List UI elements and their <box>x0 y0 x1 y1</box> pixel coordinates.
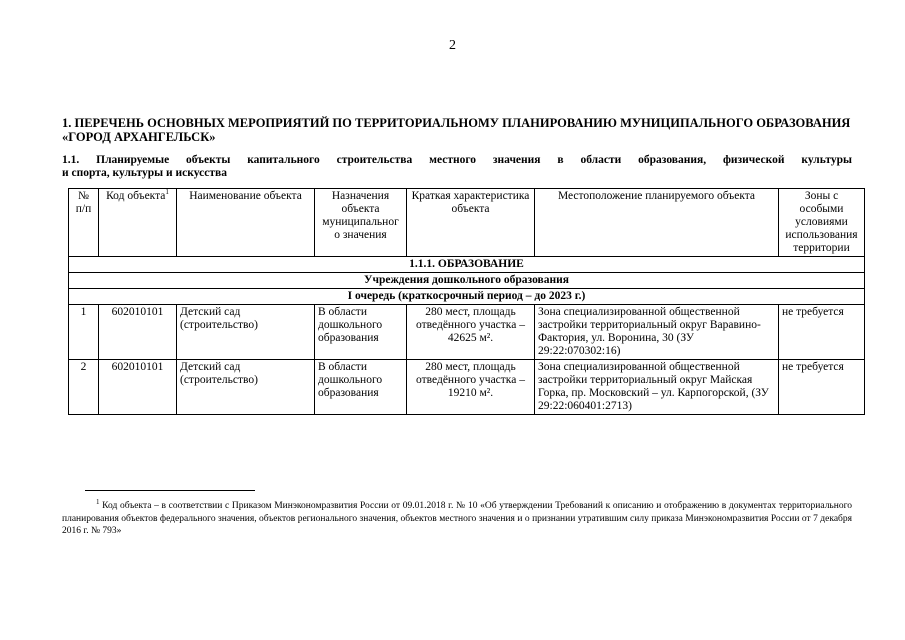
header-purpose: Назначения объекта муниципальног о значения <box>315 189 407 257</box>
cell-code: 602010101 <box>99 305 177 360</box>
footnote <box>62 497 853 538</box>
planned-objects-table <box>68 188 865 415</box>
footnote-separator <box>85 490 255 491</box>
header-number: № п/п <box>69 189 99 257</box>
cell-number: 1 <box>69 305 99 360</box>
header-characteristics: Краткая характеристика объекта <box>407 189 535 257</box>
header-zones: Зоны с особыми условиями использования территории <box>779 189 865 257</box>
cell-purpose: В области дошкольного образования <box>315 360 407 415</box>
page-number: 2 <box>449 38 456 53</box>
table-row <box>69 360 865 415</box>
section-title: 1.1.1. ОБРАЗОВАНИЕ <box>69 257 865 273</box>
phase-row <box>69 289 865 305</box>
cell-name: Детский сад (строительство) <box>177 360 315 415</box>
cell-zones: не требуется <box>779 360 865 415</box>
cell-characteristics: 280 мест, площадь отведённого участка –42625 м². <box>407 305 535 360</box>
footnote-text: Код объекта – в соответствии с Приказом Минэкономразвития России от 09.01.2018 г. № 10 «Об утверждении Требований к описанию и отображению в документах территориального планирования объектов федерального значения, объектов регионального значения, объектов местного значения и о признании утратившим силу приказа Минэкономразвития России от 7 декабря 2016 г. № 793» <box>62 501 853 536</box>
phase-title: I очередь (краткосрочный период – до 2023 г.) <box>69 289 865 305</box>
cell-location: Зона специализированной общественной застройки территориальный округ Варавино-Фактория, ул. Воронина, 30 (ЗУ 29:22:070302:16) <box>535 305 779 360</box>
cell-name: Детский сад (строительство) <box>177 305 315 360</box>
table-header-row <box>69 189 865 257</box>
footnote-reference[interactable]: 1 <box>165 188 169 197</box>
cell-purpose: В области дошкольного образования <box>315 305 407 360</box>
header-name: Наименование объекта <box>177 189 315 257</box>
cell-characteristics: 280 мест, площадь отведённого участка –19210 м². <box>407 360 535 415</box>
header-code <box>99 189 177 257</box>
document-heading: 1. ПЕРЕЧЕНЬ ОСНОВНЫХ МЕРОПРИЯТИЙ ПО ТЕРРИТОРИАЛЬНОМУ ПЛАНИРОВАНИЮ МУНИЦИПАЛЬНОГО ОБРАЗОВАНИЯ «ГОРОД АРХАНГЕЛЬСК» <box>62 116 851 144</box>
cell-number: 2 <box>69 360 99 415</box>
table-row <box>69 305 865 360</box>
cell-location: Зона специализированной общественной застройки территориальный округ Майская Горка, пр. Московский – ул. Карпогорской, (ЗУ 29:22:060401:2713) <box>535 360 779 415</box>
header-code-label: Код объекта <box>106 190 166 202</box>
section-heading-line-1: 1.1. Планируемые объекты капитального строительства местного значения в области образования, физической культуры <box>62 154 852 166</box>
header-location: Местоположение планируемого объекта <box>535 189 779 257</box>
cell-code: 602010101 <box>99 360 177 415</box>
section-heading <box>62 154 852 180</box>
subsection-title: Учреждения дошкольного образования <box>69 273 865 289</box>
cell-zones: не требуется <box>779 305 865 360</box>
section-row <box>69 257 865 273</box>
section-heading-line-2: и спорта, культуры и искусства <box>62 167 227 179</box>
subsection-row <box>69 273 865 289</box>
footnote-mark: 1 <box>96 497 100 506</box>
